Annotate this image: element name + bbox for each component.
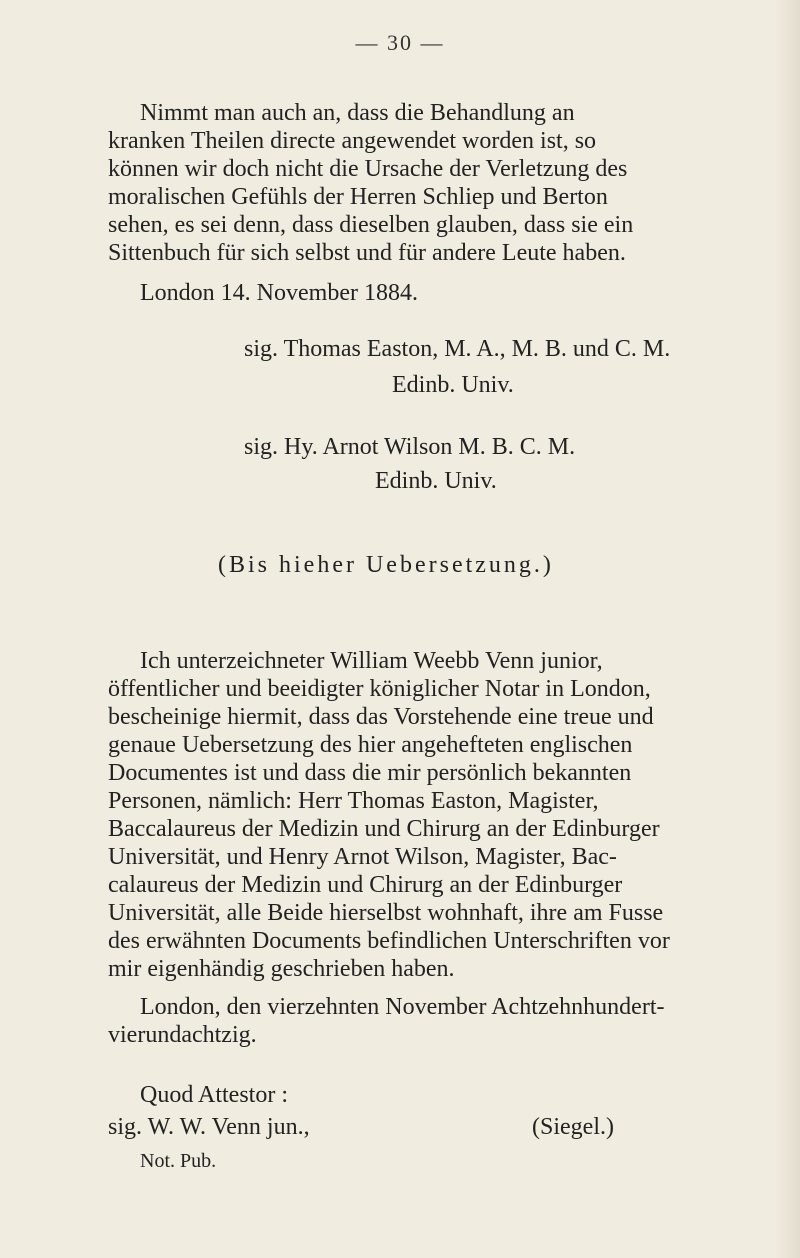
paragraph-2-line-11: des erwähnten Documents befindlichen Unterschriften vor [108,928,670,954]
paragraph-1-line-1: Nimmt man auch an, dass die Behandlung an [140,100,575,126]
signature-easton-affiliation: Edinb. Univ. [392,372,514,398]
paragraph-2-line-5: Documentes ist und dass die mir persönlich bekannten [108,760,632,786]
attestation-quod-attestor: Quod Attestor : [140,1082,288,1108]
signature-easton: sig. Thomas Easton, M. A., M. B. und C. M. [244,336,671,362]
attestation-seal: (Siegel.) [532,1114,614,1140]
paragraph-2-line-4: genaue Uebersetzung des hier angehefteten englischen [108,732,633,758]
paragraph-2-line-8: Universität, und Henry Arnot Wilson, Magister, Bac- [108,844,617,870]
signature-wilson-affiliation: Edinb. Univ. [375,468,497,494]
paragraph-2-line-12: mir eigenhändig geschrieben haben. [108,956,455,982]
paragraph-2-line-6: Personen, nämlich: Herr Thomas Easton, Magister, [108,788,599,814]
translation-end-heading: (Bis hieher Uebersetzung.) [218,552,554,578]
paragraph-2-line-10: Universität, alle Beide hierselbst wohnhaft, ihre am Fusse [108,900,664,926]
paragraph-2-line-2: öffentlicher und beeidigter königlicher Notar in London, [108,676,651,702]
dateline-london: London 14. November 1884. [140,280,418,306]
paragraph-3-line-2: vierundachtzig. [108,1022,257,1048]
attestation-title: Not. Pub. [140,1150,217,1172]
paragraph-2-line-1: Ich unterzeichneter William Weebb Venn junior, [140,648,603,674]
page-number: — 30 — [355,30,445,55]
paragraph-2-line-7: Baccalaureus der Medizin und Chirurg an der Edinburger [108,816,660,842]
paragraph-1-line-3: können wir doch nicht die Ursache der Verletzung des [108,156,628,182]
paragraph-1-line-2: kranken Theilen directe angewendet worden ist, so [108,128,597,154]
paragraph-2-line-9: calaureus der Medizin und Chirurg an der Edinburger [108,872,623,898]
page-edge-shadow [774,0,800,1258]
paragraph-1-line-4: moralischen Gefühls der Herren Schliep und Berton [108,184,608,210]
attestation-signature: sig. W. W. Venn jun., [108,1114,310,1140]
paragraph-1-line-5: sehen, es sei denn, dass dieselben glauben, dass sie ein [108,212,634,238]
paragraph-3-line-1: London, den vierzehnten November Achtzehnhundert- [140,994,665,1020]
paragraph-1-line-6: Sittenbuch für sich selbst und für andere Leute haben. [108,240,626,266]
paragraph-2-line-3: bescheinige hiermit, dass das Vorstehende eine treue und [108,704,654,730]
signature-wilson: sig. Hy. Arnot Wilson M. B. C. M. [244,434,576,460]
